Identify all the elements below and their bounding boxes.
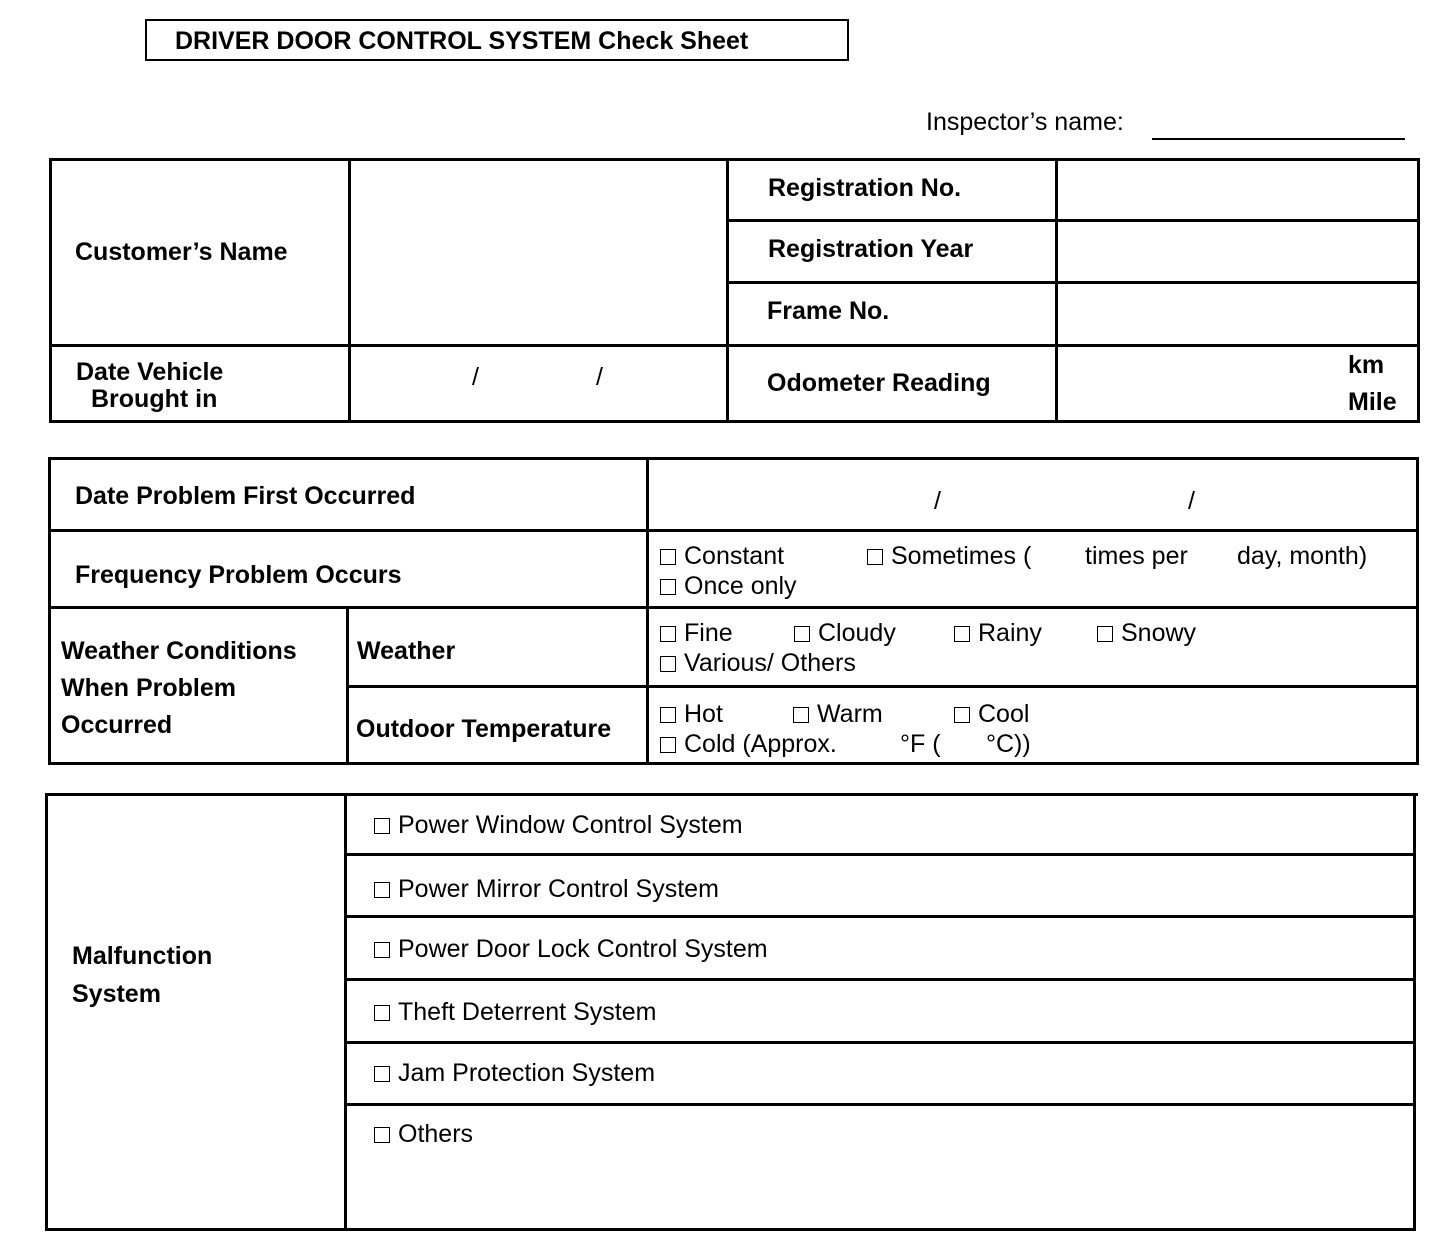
checkbox[interactable] bbox=[374, 942, 390, 958]
malfunction-label-1: Malfunction bbox=[72, 942, 213, 970]
page-title: DRIVER DOOR CONTROL SYSTEM Check Sheet bbox=[145, 19, 849, 61]
freq-sometimes-option[interactable]: Sometimes ( bbox=[867, 541, 1031, 571]
frequency-label: Frequency Problem Occurs bbox=[75, 561, 402, 589]
unit-mile: Mile bbox=[1348, 388, 1397, 416]
checkbox[interactable] bbox=[374, 882, 390, 898]
weather-cloudy-option[interactable]: Cloudy bbox=[794, 618, 896, 648]
frame-no-label: Frame No. bbox=[767, 297, 890, 325]
freq-once-option[interactable]: Once only bbox=[660, 571, 797, 601]
malfunction-option-jam-protection[interactable]: Jam Protection System bbox=[374, 1058, 655, 1088]
inspector-name-field[interactable] bbox=[1152, 138, 1405, 140]
weather-conditions-label-3: Occurred bbox=[61, 711, 173, 739]
checkbox[interactable] bbox=[660, 656, 676, 672]
checkbox[interactable] bbox=[660, 579, 676, 595]
malfunction-option-power-window[interactable]: Power Window Control System bbox=[374, 810, 743, 840]
malfunction-option-power-door-lock[interactable]: Power Door Lock Control System bbox=[374, 934, 768, 964]
date-brought-field[interactable] bbox=[352, 348, 725, 419]
date-brought-label-line1: Date Vehicle bbox=[76, 358, 224, 386]
date-first-occurred-label: Date Problem First Occurred bbox=[75, 482, 416, 510]
weather-various-option[interactable]: Various/ Others bbox=[660, 648, 856, 678]
weather-fine-option[interactable]: Fine bbox=[660, 618, 733, 648]
temp-celsius: °C)) bbox=[986, 730, 1031, 758]
registration-year-field[interactable] bbox=[1059, 223, 1416, 280]
temp-warm-option[interactable]: Warm bbox=[793, 699, 883, 729]
registration-year-label: Registration Year bbox=[768, 235, 974, 263]
malfunction-option-others[interactable]: Others bbox=[374, 1119, 473, 1149]
checkbox[interactable] bbox=[954, 626, 970, 642]
date-separator: / bbox=[472, 363, 479, 391]
customer-name-field[interactable] bbox=[352, 162, 725, 343]
weather-snowy-option[interactable]: Snowy bbox=[1097, 618, 1196, 648]
checkbox[interactable] bbox=[793, 707, 809, 723]
date-first-occurred-field[interactable] bbox=[650, 461, 1415, 528]
date-brought-label-line2: Brought in bbox=[91, 385, 218, 413]
customer-name-label: Customer’s Name bbox=[75, 238, 288, 266]
weather-conditions-label-1: Weather Conditions bbox=[61, 637, 297, 665]
registration-no-field[interactable] bbox=[1059, 162, 1416, 218]
temp-fahrenheit: °F ( bbox=[900, 730, 941, 758]
checkbox[interactable] bbox=[954, 707, 970, 723]
checkbox[interactable] bbox=[794, 626, 810, 642]
inspector-label: Inspector’s name: bbox=[926, 108, 1124, 136]
registration-no-label: Registration No. bbox=[768, 174, 962, 202]
unit-km: km bbox=[1348, 351, 1385, 379]
checkbox[interactable] bbox=[660, 737, 676, 753]
temp-cold-option[interactable]: Cold (Approx. bbox=[660, 729, 837, 759]
temp-hot-option[interactable]: Hot bbox=[660, 699, 723, 729]
checkbox[interactable] bbox=[660, 707, 676, 723]
date-separator: / bbox=[1188, 487, 1195, 515]
temp-cool-option[interactable]: Cool bbox=[954, 699, 1029, 729]
malfunction-option-power-mirror[interactable]: Power Mirror Control System bbox=[374, 874, 719, 904]
checkbox[interactable] bbox=[374, 1066, 390, 1082]
weather-rainy-option[interactable]: Rainy bbox=[954, 618, 1042, 648]
malfunction-option-theft-deterrent[interactable]: Theft Deterrent System bbox=[374, 997, 656, 1027]
checkbox[interactable] bbox=[374, 1005, 390, 1021]
checkbox[interactable] bbox=[374, 1127, 390, 1143]
checkbox[interactable] bbox=[374, 818, 390, 834]
checkbox[interactable] bbox=[1097, 626, 1113, 642]
date-separator: / bbox=[596, 363, 603, 391]
freq-day-month: day, month) bbox=[1237, 542, 1368, 570]
malfunction-label-2: System bbox=[72, 980, 161, 1008]
outdoor-temperature-label: Outdoor Temperature bbox=[356, 715, 612, 743]
checkbox[interactable] bbox=[867, 549, 883, 565]
checkbox[interactable] bbox=[660, 626, 676, 642]
odometer-label: Odometer Reading bbox=[767, 369, 991, 397]
date-separator: / bbox=[934, 487, 941, 515]
weather-conditions-label-2: When Problem bbox=[61, 674, 237, 702]
frame-no-field[interactable] bbox=[1059, 285, 1416, 343]
freq-times-per: times per bbox=[1085, 542, 1188, 570]
checkbox[interactable] bbox=[660, 549, 676, 565]
weather-label: Weather bbox=[357, 637, 456, 665]
freq-constant-option[interactable]: Constant bbox=[660, 541, 784, 571]
